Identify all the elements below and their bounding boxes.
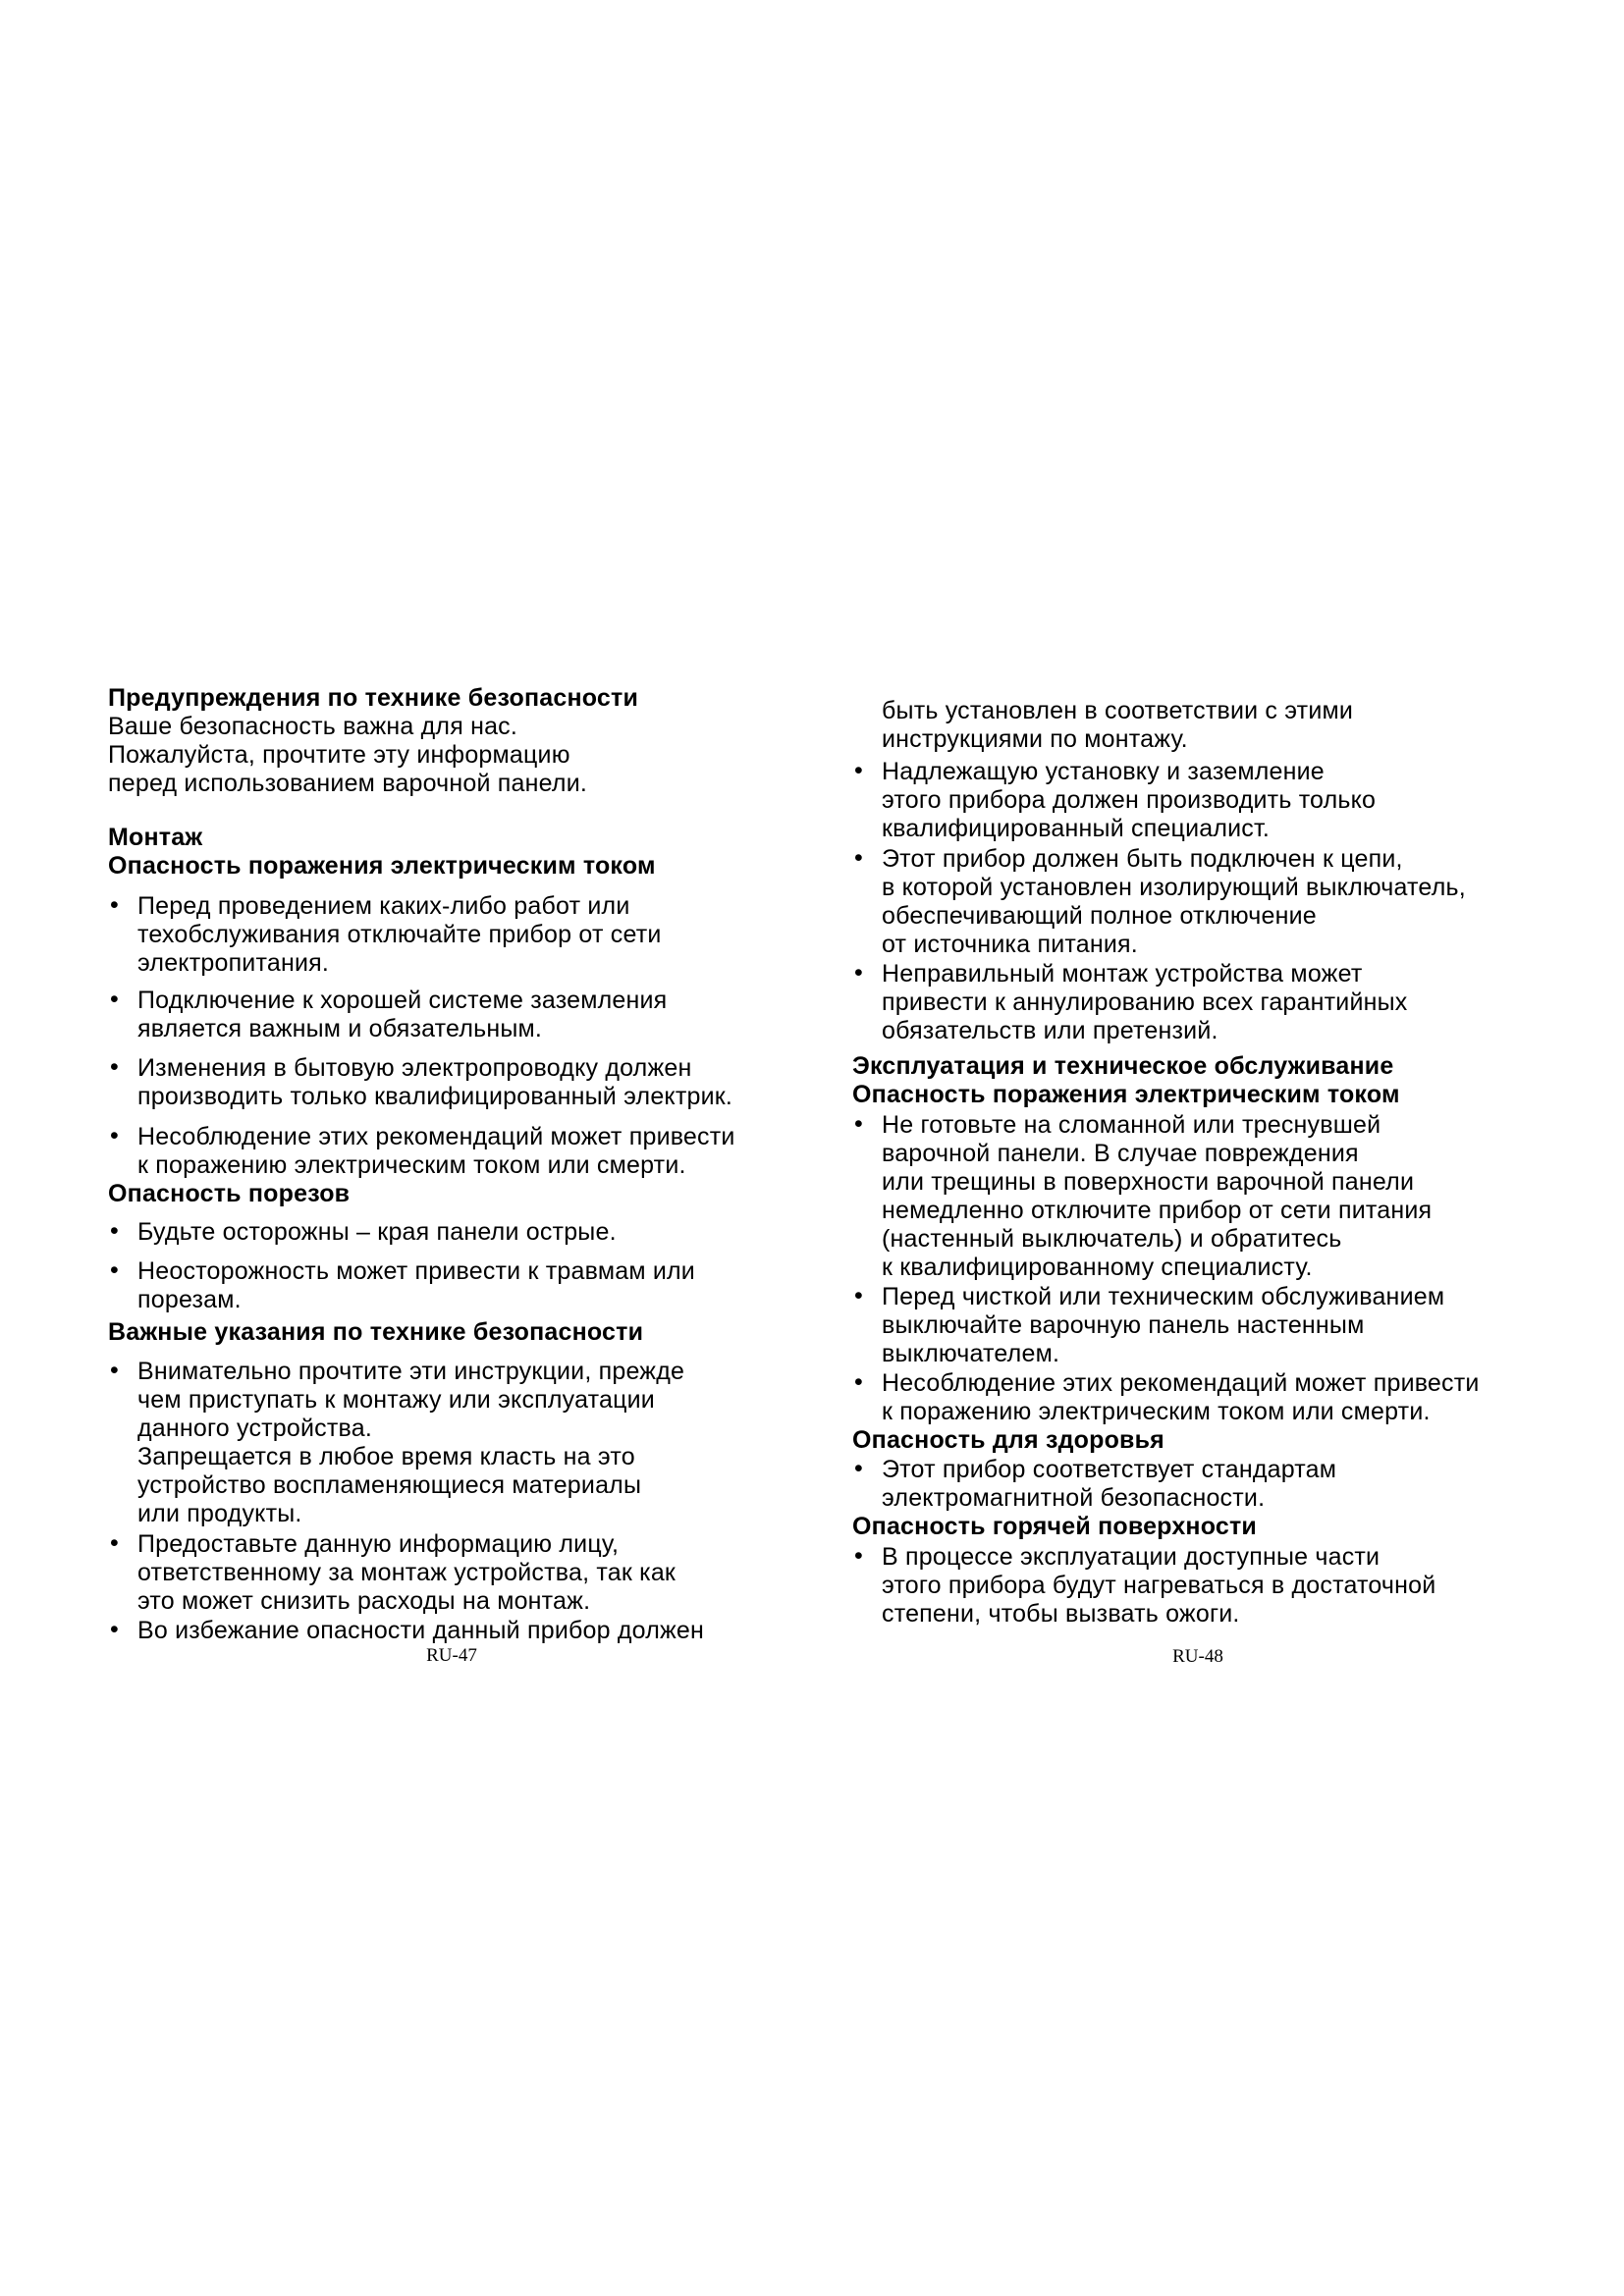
bullet-line [108, 1257, 815, 1286]
bullet-line [108, 1218, 815, 1247]
section-heading: Опасность для здоровья [852, 1426, 1164, 1454]
section-heading: Опасность поражения электрическим током [108, 852, 656, 880]
section-heading: Эксплуатация и техническое обслуживание [852, 1052, 1394, 1080]
text-line: данного устройства. [137, 1415, 372, 1442]
text-line: варочной панели. В случае повреждения [882, 1140, 1359, 1167]
text-line: быть установлен в соответствии с этими [882, 697, 1354, 724]
bullet-icon: • [110, 1616, 119, 1643]
text-line: электропитания. [137, 949, 330, 977]
bullet-line [852, 960, 1559, 988]
bullet-text: Несоблюдение этих рекомендаций может привести [882, 1369, 1480, 1397]
bullet-line [108, 1054, 815, 1083]
bullet-text: В процессе эксплуатации доступные части [882, 1543, 1380, 1571]
bullet-icon: • [854, 1455, 863, 1482]
bullet-line [852, 1111, 1559, 1140]
text-line: ответственному за монтаж устройства, так как [137, 1559, 677, 1586]
bullet-line [852, 1369, 1559, 1398]
bullet-icon: • [854, 959, 863, 987]
bullet-text: Перед проведением каких-либо работ или [137, 892, 630, 920]
text-line: этого прибора должен производить только [882, 786, 1377, 814]
text-line: инструкциями по монтажу. [882, 725, 1188, 753]
text-line: выключателем. [882, 1340, 1060, 1367]
bullet-line [852, 1543, 1559, 1572]
bullet-icon: • [854, 1368, 863, 1396]
bullet-text: Внимательно прочтите эти инструкции, прежде [137, 1358, 685, 1385]
bullet-text: Надлежащую установку и заземление [882, 758, 1325, 785]
bullet-line [852, 758, 1559, 786]
bullet-icon: • [110, 1357, 119, 1384]
text-line: к поражению электрическим током или смерти. [137, 1151, 686, 1179]
section-heading: Предупреждения по технике безопасности [108, 684, 639, 712]
section-heading: Монтаж [108, 824, 203, 851]
right-page-number: RU-48 [1172, 1646, 1223, 1667]
bullet-icon: • [854, 1110, 863, 1138]
left-page-text-column [108, 684, 815, 1645]
text-line: является важным и обязательным. [137, 1015, 543, 1042]
bullet-line [108, 1617, 815, 1645]
bullet-line [852, 1456, 1559, 1484]
bullet-text: Не готовьте на сломанной или треснувшей [882, 1111, 1381, 1139]
text-line: производить только квалифицированный электрик. [137, 1083, 733, 1110]
bullet-icon: • [854, 844, 863, 872]
bullet-line [108, 1123, 815, 1151]
section-heading: Опасность горячей поверхности [852, 1513, 1257, 1540]
bullet-line [108, 1358, 815, 1386]
bullet-text: Этот прибор соответствует стандартам [882, 1456, 1337, 1483]
text-line: обеспечивающий полное отключение [882, 902, 1317, 930]
bullet-text: Предоставьте данную информацию лицу, [137, 1530, 620, 1558]
text-line: или трещины в поверхности варочной панели [882, 1168, 1415, 1196]
bullet-icon: • [110, 891, 119, 919]
text-line: техобслуживания отключайте прибор от сети [137, 921, 662, 948]
bullet-icon: • [854, 1542, 863, 1570]
bullet-icon: • [110, 1529, 119, 1557]
bullet-line [108, 987, 815, 1015]
bullet-line [108, 892, 815, 921]
text-line: устройство воспламеняющиеся материалы [137, 1471, 642, 1499]
text-line: или продукты. [137, 1500, 302, 1527]
bullet-icon: • [110, 1217, 119, 1245]
right-page-text-column [852, 697, 1559, 1629]
section-heading: Опасность порезов [108, 1180, 351, 1207]
text-line: порезам. [137, 1286, 242, 1313]
text-line: выключайте варочную панель настенным [882, 1311, 1365, 1339]
bullet-icon: • [110, 986, 119, 1013]
text-line: чем приступать к монтажу или эксплуатации [137, 1386, 655, 1414]
text-line: (настенный выключатель) и обратитесь [882, 1225, 1342, 1253]
text-line: этого прибора будут нагреваться в достаточной [882, 1572, 1436, 1599]
text-line: привести к аннулированию всех гарантийных [882, 988, 1408, 1016]
bullet-line [852, 845, 1559, 874]
bullet-text: Неправильный монтаж устройства может [882, 960, 1363, 988]
text-line: к квалифицированному специалисту. [882, 1254, 1313, 1281]
text-line: перед использованием варочной панели. [108, 770, 588, 797]
text-line: обязательств или претензий. [882, 1017, 1218, 1044]
bullet-text: Изменения в бытовую электропроводку должен [137, 1054, 692, 1082]
text-line: степени, чтобы вызвать ожоги. [882, 1600, 1240, 1628]
text-line: к поражению электрическим током или смерти. [882, 1398, 1431, 1425]
bullet-text: Подключение к хорошей системе заземления [137, 987, 668, 1014]
bullet-line [108, 1530, 815, 1559]
bullet-text: Во избежание опасности данный прибор должен [137, 1617, 705, 1644]
bullet-icon: • [110, 1053, 119, 1081]
bullet-text: Перед чисткой или техническим обслуживанием [882, 1283, 1445, 1310]
text-line: электромагнитной безопасности. [882, 1484, 1266, 1512]
text-line: Запрещается в любое время класть на это [137, 1443, 635, 1470]
text-line: в которой установлен изолирующий выключатель, [882, 874, 1466, 901]
text-line: Пожалуйста, прочтите эту информацию [108, 741, 570, 769]
text-line: Ваше безопасность важна для нас. [108, 713, 518, 740]
text-line: это может снизить расходы на монтаж. [137, 1587, 591, 1615]
section-heading: Важные указания по технике безопасности [108, 1318, 644, 1346]
bullet-text: Этот прибор должен быть подключен к цепи, [882, 845, 1403, 873]
bullet-text: Будьте осторожны – края панели острые. [137, 1218, 617, 1246]
bullet-icon: • [854, 1282, 863, 1309]
bullet-icon: • [854, 757, 863, 784]
bullet-line [852, 1283, 1559, 1311]
bullet-text: Неосторожность может привести к травмам или [137, 1257, 695, 1285]
section-heading: Опасность поражения электрическим током [852, 1081, 1400, 1108]
left-page-number: RU-47 [426, 1645, 477, 1666]
bullet-icon: • [110, 1256, 119, 1284]
bullet-icon: • [110, 1122, 119, 1149]
bullet-text: Несоблюдение этих рекомендаций может привести [137, 1123, 735, 1150]
text-line: квалифицированный специалист. [882, 815, 1271, 842]
text-line: немедленно отключите прибор от сети питания [882, 1197, 1433, 1224]
text-line: от источника питания. [882, 931, 1138, 958]
